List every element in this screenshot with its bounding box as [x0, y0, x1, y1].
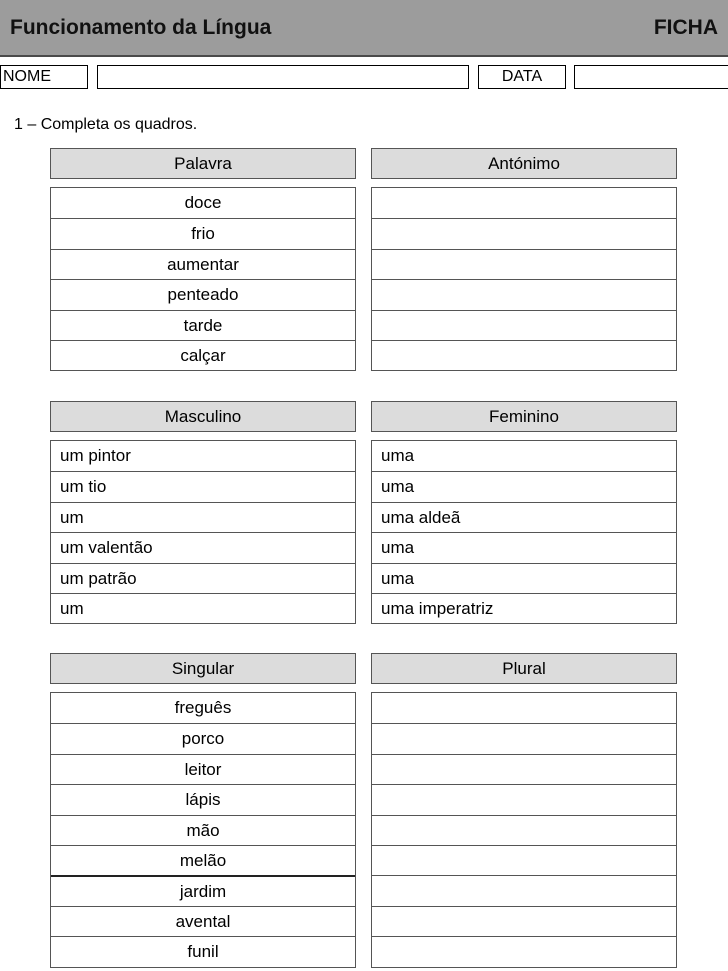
table-row: avental: [51, 906, 355, 936]
table-row: um tio: [51, 471, 355, 501]
table-row: mão: [51, 815, 355, 845]
singular-rows: [50, 692, 356, 968]
masculino-column: [50, 401, 356, 624]
answer-cell[interactable]: [372, 906, 676, 936]
data-field[interactable]: [574, 65, 728, 89]
answer-cell[interactable]: [372, 340, 676, 370]
table-row: penteado: [51, 279, 355, 309]
singular-column: [50, 653, 356, 968]
answer-cell[interactable]: [372, 845, 676, 875]
table-row: um patrão: [51, 563, 355, 593]
answer-cell[interactable]: [372, 279, 676, 309]
table-row[interactable]: uma: [372, 532, 676, 562]
answer-cell[interactable]: [372, 693, 676, 723]
antonimo-header: Antónimo: [371, 148, 677, 179]
table-row: um: [51, 593, 355, 623]
feminino-column: [371, 401, 677, 624]
palavra-rows: [50, 187, 356, 371]
table-row[interactable]: uma aldeã: [372, 502, 676, 532]
table-row: leitor: [51, 754, 355, 784]
table-row: freguês: [174, 698, 232, 717]
table-row: jardim: [51, 875, 355, 905]
table-row[interactable]: uma: [372, 563, 676, 593]
singular-header: Singular: [50, 653, 356, 684]
antonimo-rows: [371, 187, 677, 371]
header-bar: [0, 0, 728, 57]
answer-cell[interactable]: [372, 784, 676, 814]
table-row: porco: [51, 723, 355, 753]
table-row: lápis: [51, 784, 355, 814]
table-row: um valentão: [51, 532, 355, 562]
table-row[interactable]: uma: [372, 471, 676, 501]
table-row: doce: [184, 193, 222, 212]
table-row: um: [51, 502, 355, 532]
masculino-rows: [50, 440, 356, 624]
answer-cell[interactable]: [372, 188, 676, 218]
table-row: calçar: [51, 340, 355, 370]
table-row[interactable]: uma: [381, 446, 415, 465]
answer-cell[interactable]: [372, 815, 676, 845]
answer-cell[interactable]: [372, 754, 676, 784]
table-row: funil: [51, 936, 355, 966]
answer-cell[interactable]: [372, 218, 676, 248]
masculino-header: Masculino: [50, 401, 356, 432]
answer-cell[interactable]: [372, 249, 676, 279]
antonimo-column: [371, 148, 677, 371]
table-row[interactable]: uma imperatriz: [372, 593, 676, 623]
answer-cell[interactable]: [372, 310, 676, 340]
answer-cell[interactable]: [372, 936, 676, 966]
palavra-header: Palavra: [50, 148, 356, 179]
answer-cell[interactable]: [372, 723, 676, 753]
plural-header: Plural: [371, 653, 677, 684]
table-row: frio: [51, 218, 355, 248]
feminino-header: Feminino: [371, 401, 677, 432]
table-row: tarde: [51, 310, 355, 340]
data-label: DATA: [478, 65, 566, 89]
table-row: melão: [51, 845, 355, 875]
instruction-text: 1 – Completa os quadros.: [14, 116, 198, 133]
plural-column: [371, 653, 677, 968]
ficha-label: FICHA: [653, 16, 718, 39]
answer-cell[interactable]: [372, 875, 676, 905]
page-title: Funcionamento da Língua: [10, 16, 272, 39]
table-row: aumentar: [51, 249, 355, 279]
plural-rows: [371, 692, 677, 968]
nome-label: NOME: [0, 65, 88, 89]
palavra-column: [50, 148, 356, 371]
table-row: um pintor: [60, 446, 131, 465]
nome-field[interactable]: [97, 65, 469, 89]
feminino-rows: [371, 440, 677, 624]
